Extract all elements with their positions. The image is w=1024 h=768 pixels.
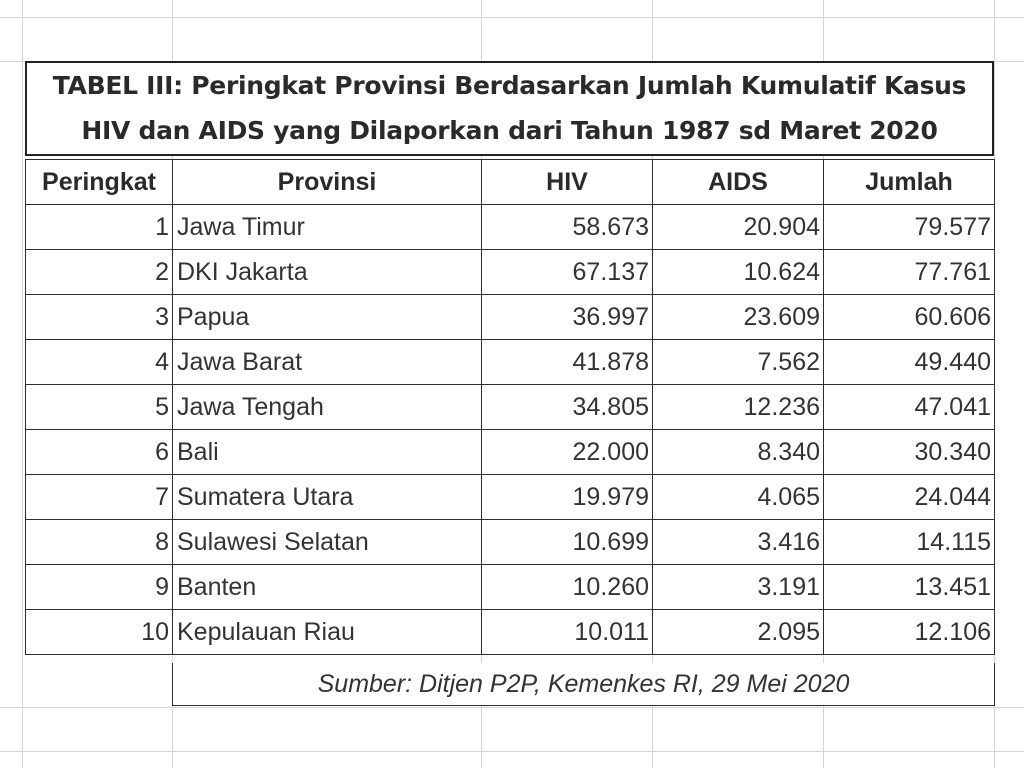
aids-cell[interactable]: 7.562: [653, 340, 824, 385]
aids-cell[interactable]: 23.609: [653, 295, 824, 340]
source-note[interactable]: Sumber: Ditjen P2P, Kemenkes RI, 29 Mei 2020: [172, 663, 995, 706]
province-cell[interactable]: Sumatera Utara: [173, 475, 482, 520]
rank-cell[interactable]: 10: [26, 610, 173, 655]
rank-cell[interactable]: 5: [26, 385, 173, 430]
total-cell[interactable]: 77.761: [824, 250, 995, 295]
total-cell[interactable]: 24.044: [824, 475, 995, 520]
province-cell[interactable]: Kepulauan Riau: [173, 610, 482, 655]
table-row: [26, 610, 995, 655]
grid-col-line: [22, 0, 23, 768]
table-row: [26, 340, 995, 385]
rank-cell[interactable]: 1: [26, 205, 173, 250]
total-cell[interactable]: 13.451: [824, 565, 995, 610]
province-cell[interactable]: DKI Jakarta: [173, 250, 482, 295]
table-row: [26, 250, 995, 295]
header-row: [26, 160, 995, 205]
header-rank[interactable]: Peringkat: [26, 160, 173, 205]
header-province[interactable]: Provinsi: [173, 160, 482, 205]
total-cell[interactable]: 12.106: [824, 610, 995, 655]
table-row: [26, 430, 995, 475]
grid-row-line: [0, 17, 1024, 18]
ranking-table: [25, 159, 995, 655]
aids-cell[interactable]: 20.904: [653, 205, 824, 250]
aids-cell[interactable]: 3.416: [653, 520, 824, 565]
header-hiv[interactable]: HIV: [482, 160, 653, 205]
header-aids[interactable]: AIDS: [653, 160, 824, 205]
rank-cell[interactable]: 9: [26, 565, 173, 610]
hiv-cell[interactable]: 10.011: [482, 610, 653, 655]
aids-cell[interactable]: 2.095: [653, 610, 824, 655]
province-cell[interactable]: Jawa Tengah: [173, 385, 482, 430]
hiv-cell[interactable]: 67.137: [482, 250, 653, 295]
total-cell[interactable]: 79.577: [824, 205, 995, 250]
table-row: [26, 475, 995, 520]
rank-cell[interactable]: 3: [26, 295, 173, 340]
aids-cell[interactable]: 4.065: [653, 475, 824, 520]
aids-cell[interactable]: 10.624: [653, 250, 824, 295]
province-cell[interactable]: Bali: [173, 430, 482, 475]
table-row: [26, 385, 995, 430]
province-cell[interactable]: Jawa Timur: [173, 205, 482, 250]
province-cell[interactable]: Papua: [173, 295, 482, 340]
hiv-cell[interactable]: 19.979: [482, 475, 653, 520]
title-line-1: TABEL III: Peringkat Provinsi Berdasarkan Jumlah Kumulatif Kasus: [52, 71, 967, 100]
hiv-cell[interactable]: 22.000: [482, 430, 653, 475]
province-cell[interactable]: Jawa Barat: [173, 340, 482, 385]
total-cell[interactable]: 49.440: [824, 340, 995, 385]
rank-cell[interactable]: 4: [26, 340, 173, 385]
total-cell[interactable]: 60.606: [824, 295, 995, 340]
province-cell[interactable]: Banten: [173, 565, 482, 610]
title-line-2: HIV dan AIDS yang Dilaporkan dari Tahun 1987 sd Maret 2020: [81, 116, 938, 145]
province-cell[interactable]: Sulawesi Selatan: [173, 520, 482, 565]
hiv-cell[interactable]: 10.699: [482, 520, 653, 565]
table-row: [26, 565, 995, 610]
rank-cell[interactable]: 7: [26, 475, 173, 520]
hiv-cell[interactable]: 58.673: [482, 205, 653, 250]
table-row: [26, 205, 995, 250]
rank-cell[interactable]: 2: [26, 250, 173, 295]
header-total[interactable]: Jumlah: [824, 160, 995, 205]
aids-cell[interactable]: 3.191: [653, 565, 824, 610]
hiv-cell[interactable]: 36.997: [482, 295, 653, 340]
total-cell[interactable]: 47.041: [824, 385, 995, 430]
table-row: [26, 520, 995, 565]
table-row: [26, 295, 995, 340]
table-title: [25, 61, 994, 156]
aids-cell[interactable]: 12.236: [653, 385, 824, 430]
aids-cell[interactable]: 8.340: [653, 430, 824, 475]
grid-row-line: [0, 751, 1024, 752]
total-cell[interactable]: 30.340: [824, 430, 995, 475]
hiv-cell[interactable]: 10.260: [482, 565, 653, 610]
rank-cell[interactable]: 6: [26, 430, 173, 475]
grid-row-line: [0, 707, 1024, 708]
total-cell[interactable]: 14.115: [824, 520, 995, 565]
hiv-cell[interactable]: 34.805: [482, 385, 653, 430]
rank-cell[interactable]: 8: [26, 520, 173, 565]
hiv-cell[interactable]: 41.878: [482, 340, 653, 385]
